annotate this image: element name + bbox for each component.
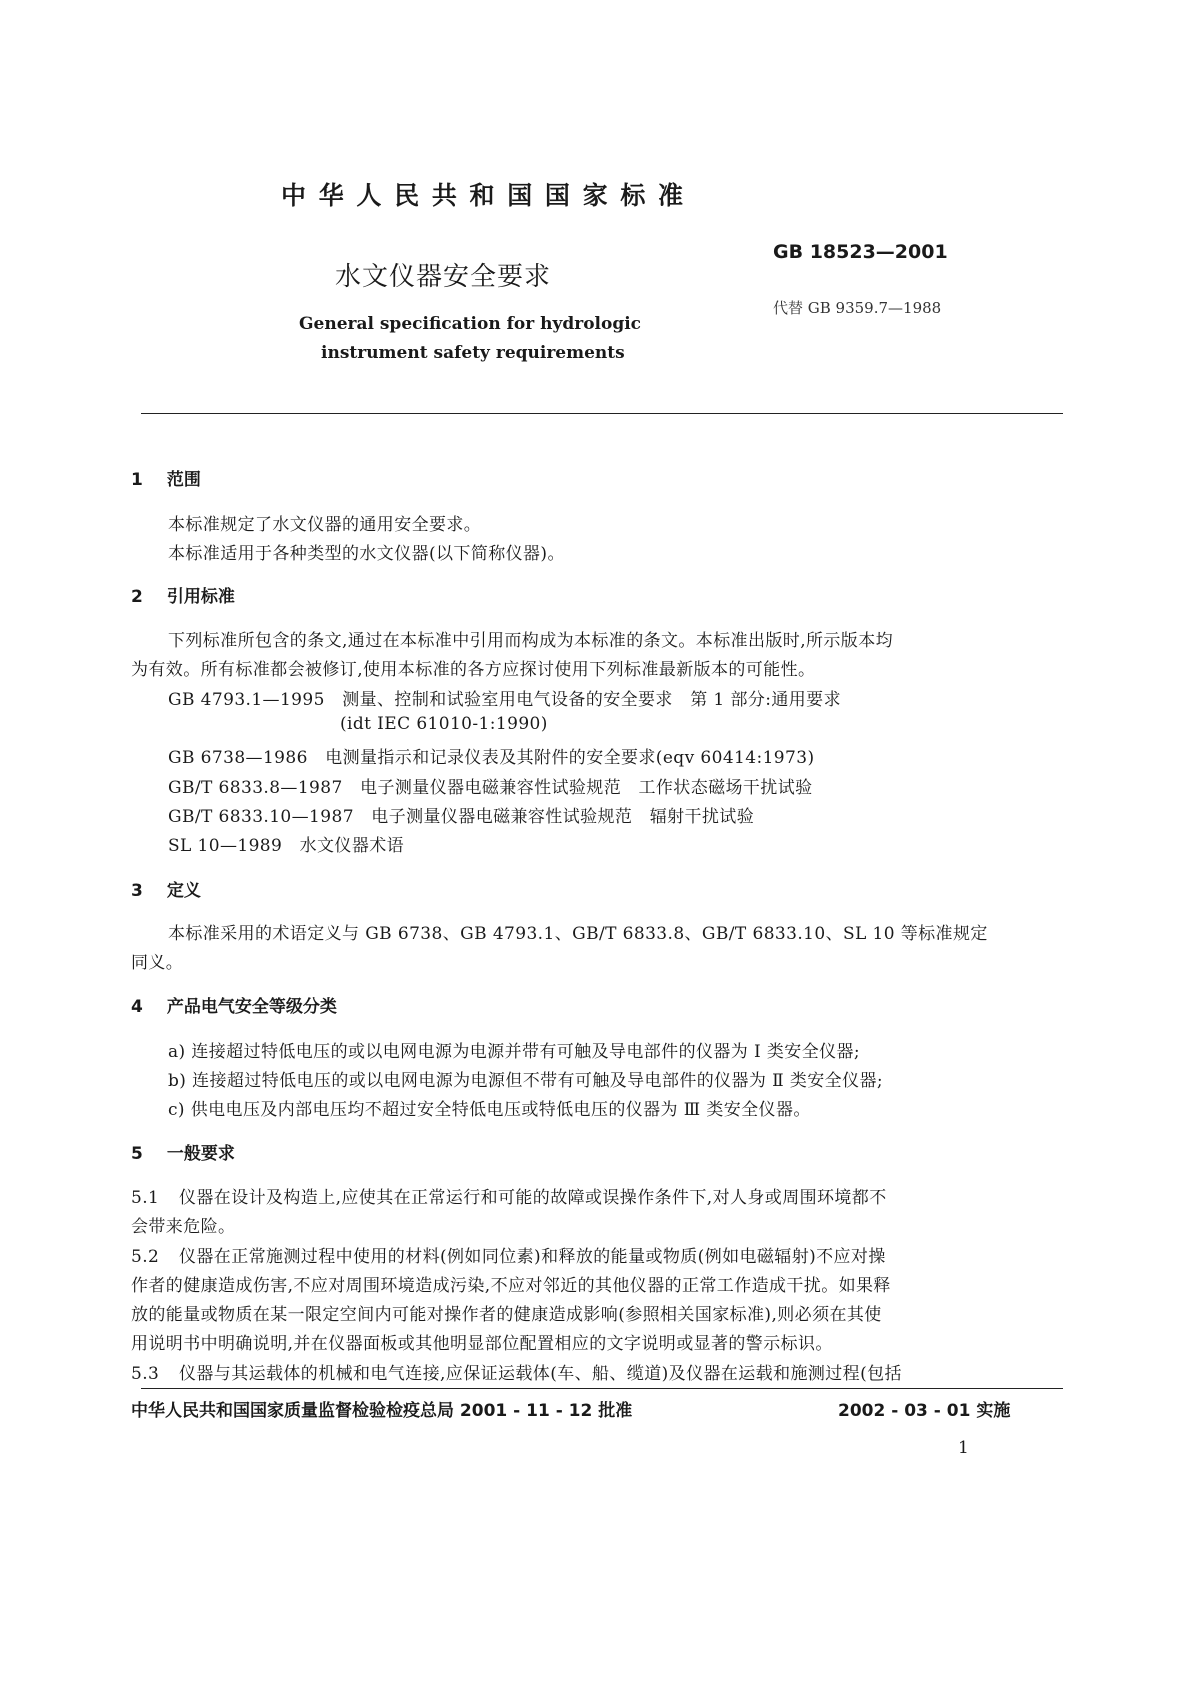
section-number: 5 [131,1144,143,1164]
clause-number: 5.1 [131,1188,160,1208]
clause-text: 仪器在设计及构造上,应使其在正常运行和可能的故障或误操作条件下,对人身或周围环境都不 [179,1188,887,1208]
clause-5-2-line-1 [131,1242,886,1267]
clause-5-1-line-2: 会带来危险。 [131,1217,236,1237]
header-divider [141,413,1063,414]
classification-item-b: b) 连接超过特低电压的或以电网电源为电源但不带有可触及导电部件的仪器为 Ⅱ 类安全仪器; [168,1071,884,1091]
footer-divider [141,1388,1063,1389]
section-title: 定义 [166,881,201,901]
clause-text: 仪器与其运载体的机械和电气连接,应保证运载体(车、船、缆道)及仪器在运载和施测过程(包括 [179,1364,902,1384]
reference-item: GB 4793.1—1995 测量、控制和试验室用电气设备的安全要求 第 1 部分:通用要求 [168,690,841,710]
section-title: 一般要求 [166,1144,235,1164]
document-title-zh: 水文仪器安全要求 [335,262,552,292]
section-title: 产品电气安全等级分类 [166,997,337,1017]
document-title-en-line2: instrument safety requirements [321,343,625,363]
clause-number: 5.2 [131,1247,160,1267]
section-2-intro-line-1: 下列标准所包含的条文,通过在本标准中引用而构成为本标准的条文。本标准出版时,所示版本均 [168,631,894,651]
classification-item-a: a) 连接超过特低电压的或以电网电源为电源并带有可触及导电部件的仪器为 Ⅰ 类安全仪器; [168,1042,861,1062]
section-number: 1 [131,470,143,490]
section-title: 范围 [166,470,201,490]
standard-code: GB 18523—2001 [773,241,948,263]
section-title: 引用标准 [166,587,235,607]
classification-item-c: c) 供电电压及内部电压均不超过安全特低电压或特低电压的仪器为 Ⅲ 类安全仪器。 [168,1100,811,1120]
document-title-en-line1: General specification for hydrologic [299,314,642,334]
section-1-paragraph-1: 本标准规定了水文仪器的通用安全要求。 [168,515,482,535]
reference-item: GB/T 6833.10—1987 电子测量仪器电磁兼容性试验规范 辐射干扰试验 [168,807,755,827]
section-number: 3 [131,881,143,901]
page-number: 1 [958,1438,969,1458]
section-number: 2 [131,587,143,607]
reference-item: GB 6738—1986 电测量指示和记录仪表及其附件的安全要求(eqv 60414:1973) [168,748,815,768]
clause-5-2-line-4: 用说明书中明确说明,并在仪器面板或其他明显部位配置相应的文字说明或显著的警示标识。 [131,1334,833,1354]
section-3-line-2: 同义。 [131,953,184,973]
reference-item-continuation: (idt IEC 61010-1:1990) [340,714,548,734]
section-2-heading [131,582,235,607]
section-2-intro-line-2: 为有效。所有标准都会被修订,使用本标准的各方应探讨使用下列标准最新版本的可能性。 [131,660,816,680]
section-1-heading [131,465,201,490]
approval-statement: 中华人民共和国国家质量监督检验检疫总局 2001 - 11 - 12 批准 [131,1401,633,1421]
reference-item: SL 10—1989 水文仪器术语 [168,836,405,856]
clause-text: 仪器在正常施测过程中使用的材料(例如同位素)和释放的能量或物质(例如电磁辐射)不应对操 [179,1247,886,1267]
section-3-line-1: 本标准采用的术语定义与 GB 6738、GB 4793.1、GB/T 6833.8、GB/T 6833.10、SL 10 等标准规定 [168,924,988,944]
section-number: 4 [131,997,143,1017]
clause-5-2-line-2: 作者的健康造成伤害,不应对周围环境造成污染,不应对邻近的其他仪器的正常工作造成干扰。如果释 [131,1276,891,1296]
clause-5-1-line-1 [131,1183,887,1208]
reference-item: GB/T 6833.8—1987 电子测量仪器电磁兼容性试验规范 工作状态磁场干扰试验 [168,778,813,798]
clause-number: 5.3 [131,1364,160,1384]
replaces-standard: 代替 GB 9359.7—1988 [773,299,942,317]
section-1-paragraph-2: 本标准适用于各种类型的水文仪器(以下简称仪器)。 [168,544,565,564]
national-standard-heading: 中 华 人 民 共 和 国 国 家 标 准 [281,181,686,210]
implementation-date: 2002 - 03 - 01 实施 [838,1401,1011,1421]
section-3-heading [131,876,201,901]
clause-5-3-line-1 [131,1359,902,1384]
clause-5-2-line-3: 放的能量或物质在某一限定空间内可能对操作者的健康造成影响(参照相关国家标准),则必须在其使 [131,1305,882,1325]
section-4-heading [131,992,337,1017]
section-5-heading [131,1139,235,1164]
